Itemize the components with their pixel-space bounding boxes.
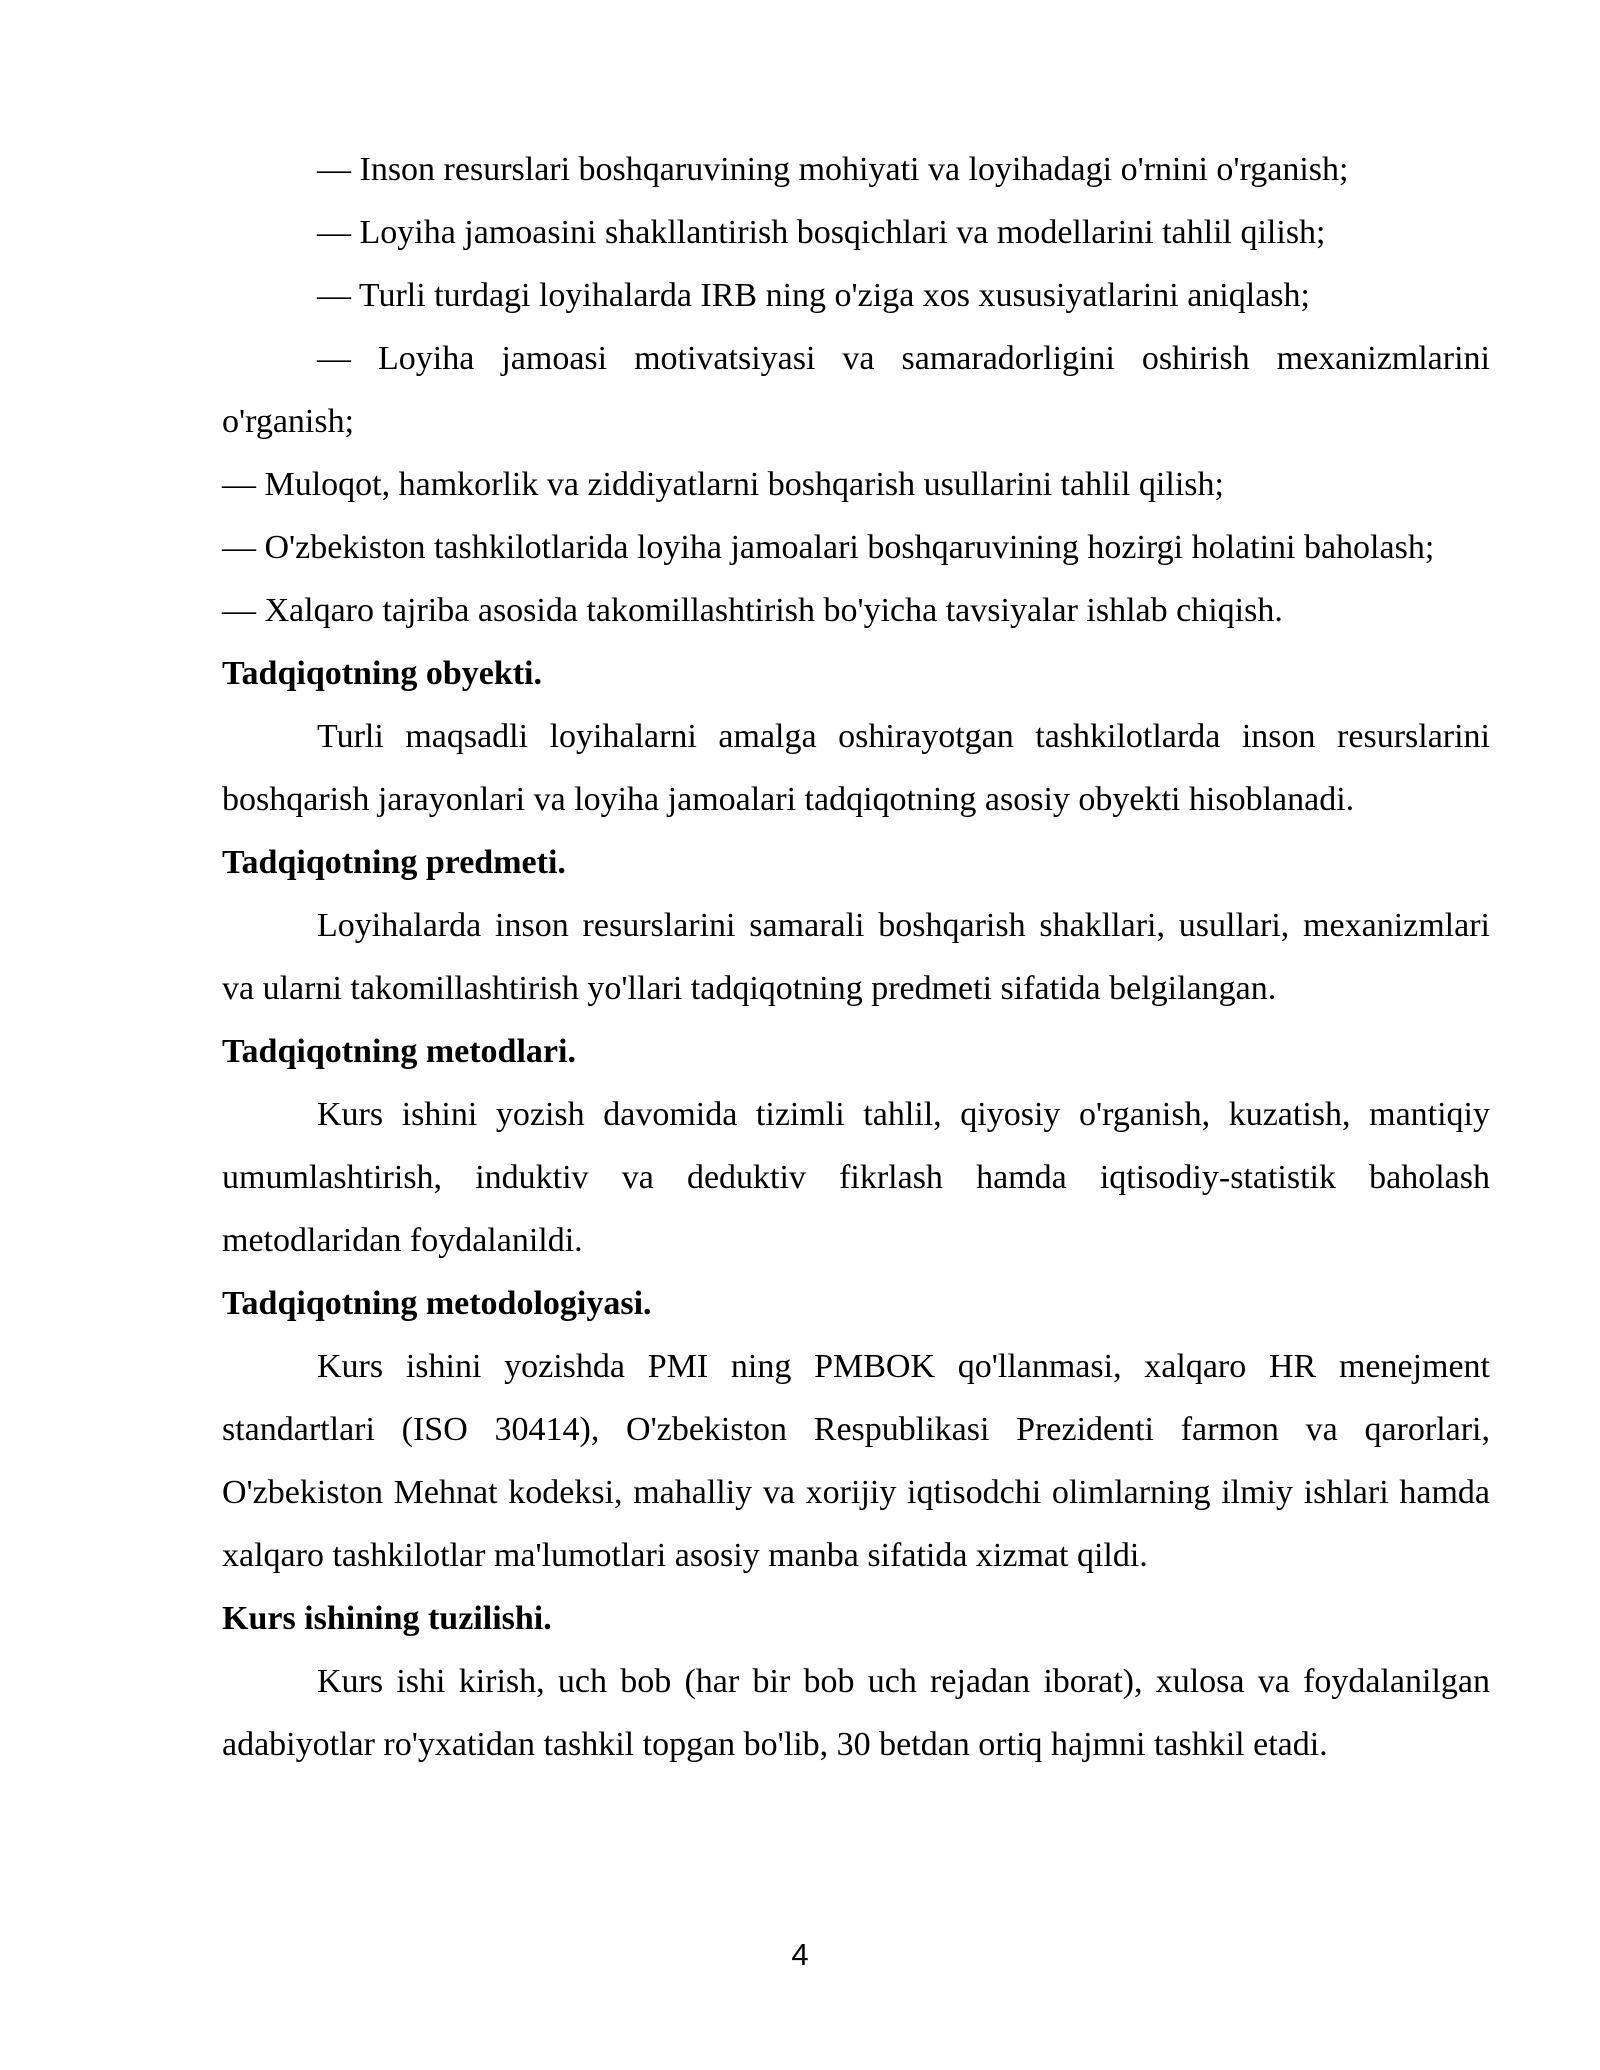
list-item: — Inson resurslari boshqaruvining mohiyati va loyihadagi o'rnini o'rganish;: [317, 151, 1349, 188]
section-text-subject: Loyihalarda inson resurslarini samarali boshqarish shakllari, usullari, mexanizmlari va ularni takomillashtirish yo'llari tadqiqotning predmeti sifatida belgilangan.: [222, 907, 1490, 1007]
list-item: — O'zbekiston tashkilotlarida loyiha jamoalari boshqaruvining hozirgi holatini baholash;: [222, 529, 1435, 566]
section-heading-object: Tadqiqotning obyekti.: [222, 655, 542, 692]
list-item: — Xalqaro tajriba asosida takomillashtirish bo'yicha tavsiyalar ishlab chiqish.: [222, 592, 1283, 629]
list-item: — Loyiha jamoasi motivatsiyasi va samaradorligini oshirish mexanizmlarini o'rganish;: [222, 340, 1490, 440]
list-item: — Loyiha jamoasini shakllantirish bosqichlari va modellarini tahlil qilish;: [317, 214, 1326, 251]
section-text-methods: Kurs ishini yozish davomida tizimli tahlil, qiyosiy o'rganish, kuzatish, mantiqiy umumlashtirish, induktiv va deduktiv fikrlash hamda iqtisodiy-statistik baholash metodlaridan foydalanildi.: [222, 1096, 1490, 1259]
section-heading-structure: Kurs ishining tuzilishi.: [222, 1600, 552, 1637]
section-text-object: Turli maqsadli loyihalarni amalga oshirayotgan tashkilotlarda inson resurslarini boshqarish jarayonlari va loyiha jamoalari tadqiqotning asosiy obyekti hisoblanadi.: [222, 718, 1490, 818]
section-heading-subject: Tadqiqotning predmeti.: [222, 844, 566, 881]
section-heading-methodology: Tadqiqotning metodologiyasi.: [222, 1285, 652, 1322]
page-body: [222, 138, 1490, 1776]
section-heading-methods: Tadqiqotning metodlari.: [222, 1033, 576, 1070]
list-item: — Muloqot, hamkorlik va ziddiyatlarni boshqarish usullarini tahlil qilish;: [222, 466, 1224, 503]
list-item: — Turli turdagi loyihalarda IRB ning o'ziga xos xususiyatlarini aniqlash;: [317, 277, 1310, 314]
section-text-methodology: Kurs ishini yozishda PMI ning PMBOK qo'llanmasi, xalqaro HR menejment standartlari (ISO 30414), O'zbekiston Respublikasi Prezidenti farmon va qarorlari, O'zbekiston Mehnat kodeksi, mahalliy va xorijiy iqtisodchi olimlarning ilmiy ishlari hamda xalqaro tashkilotlar ma'lumotlari asosiy manba sifatida xizmat qildi.: [222, 1348, 1490, 1574]
section-text-structure: Kurs ishi kirish, uch bob (har bir bob uch rejadan iborat), xulosa va foydalanilgan adabiyotlar ro'yxatidan tashkil topgan bo'lib, 30 betdan ortiq hajmni tashkil etadi.: [222, 1663, 1490, 1763]
page-number: 4: [791, 1937, 809, 1972]
